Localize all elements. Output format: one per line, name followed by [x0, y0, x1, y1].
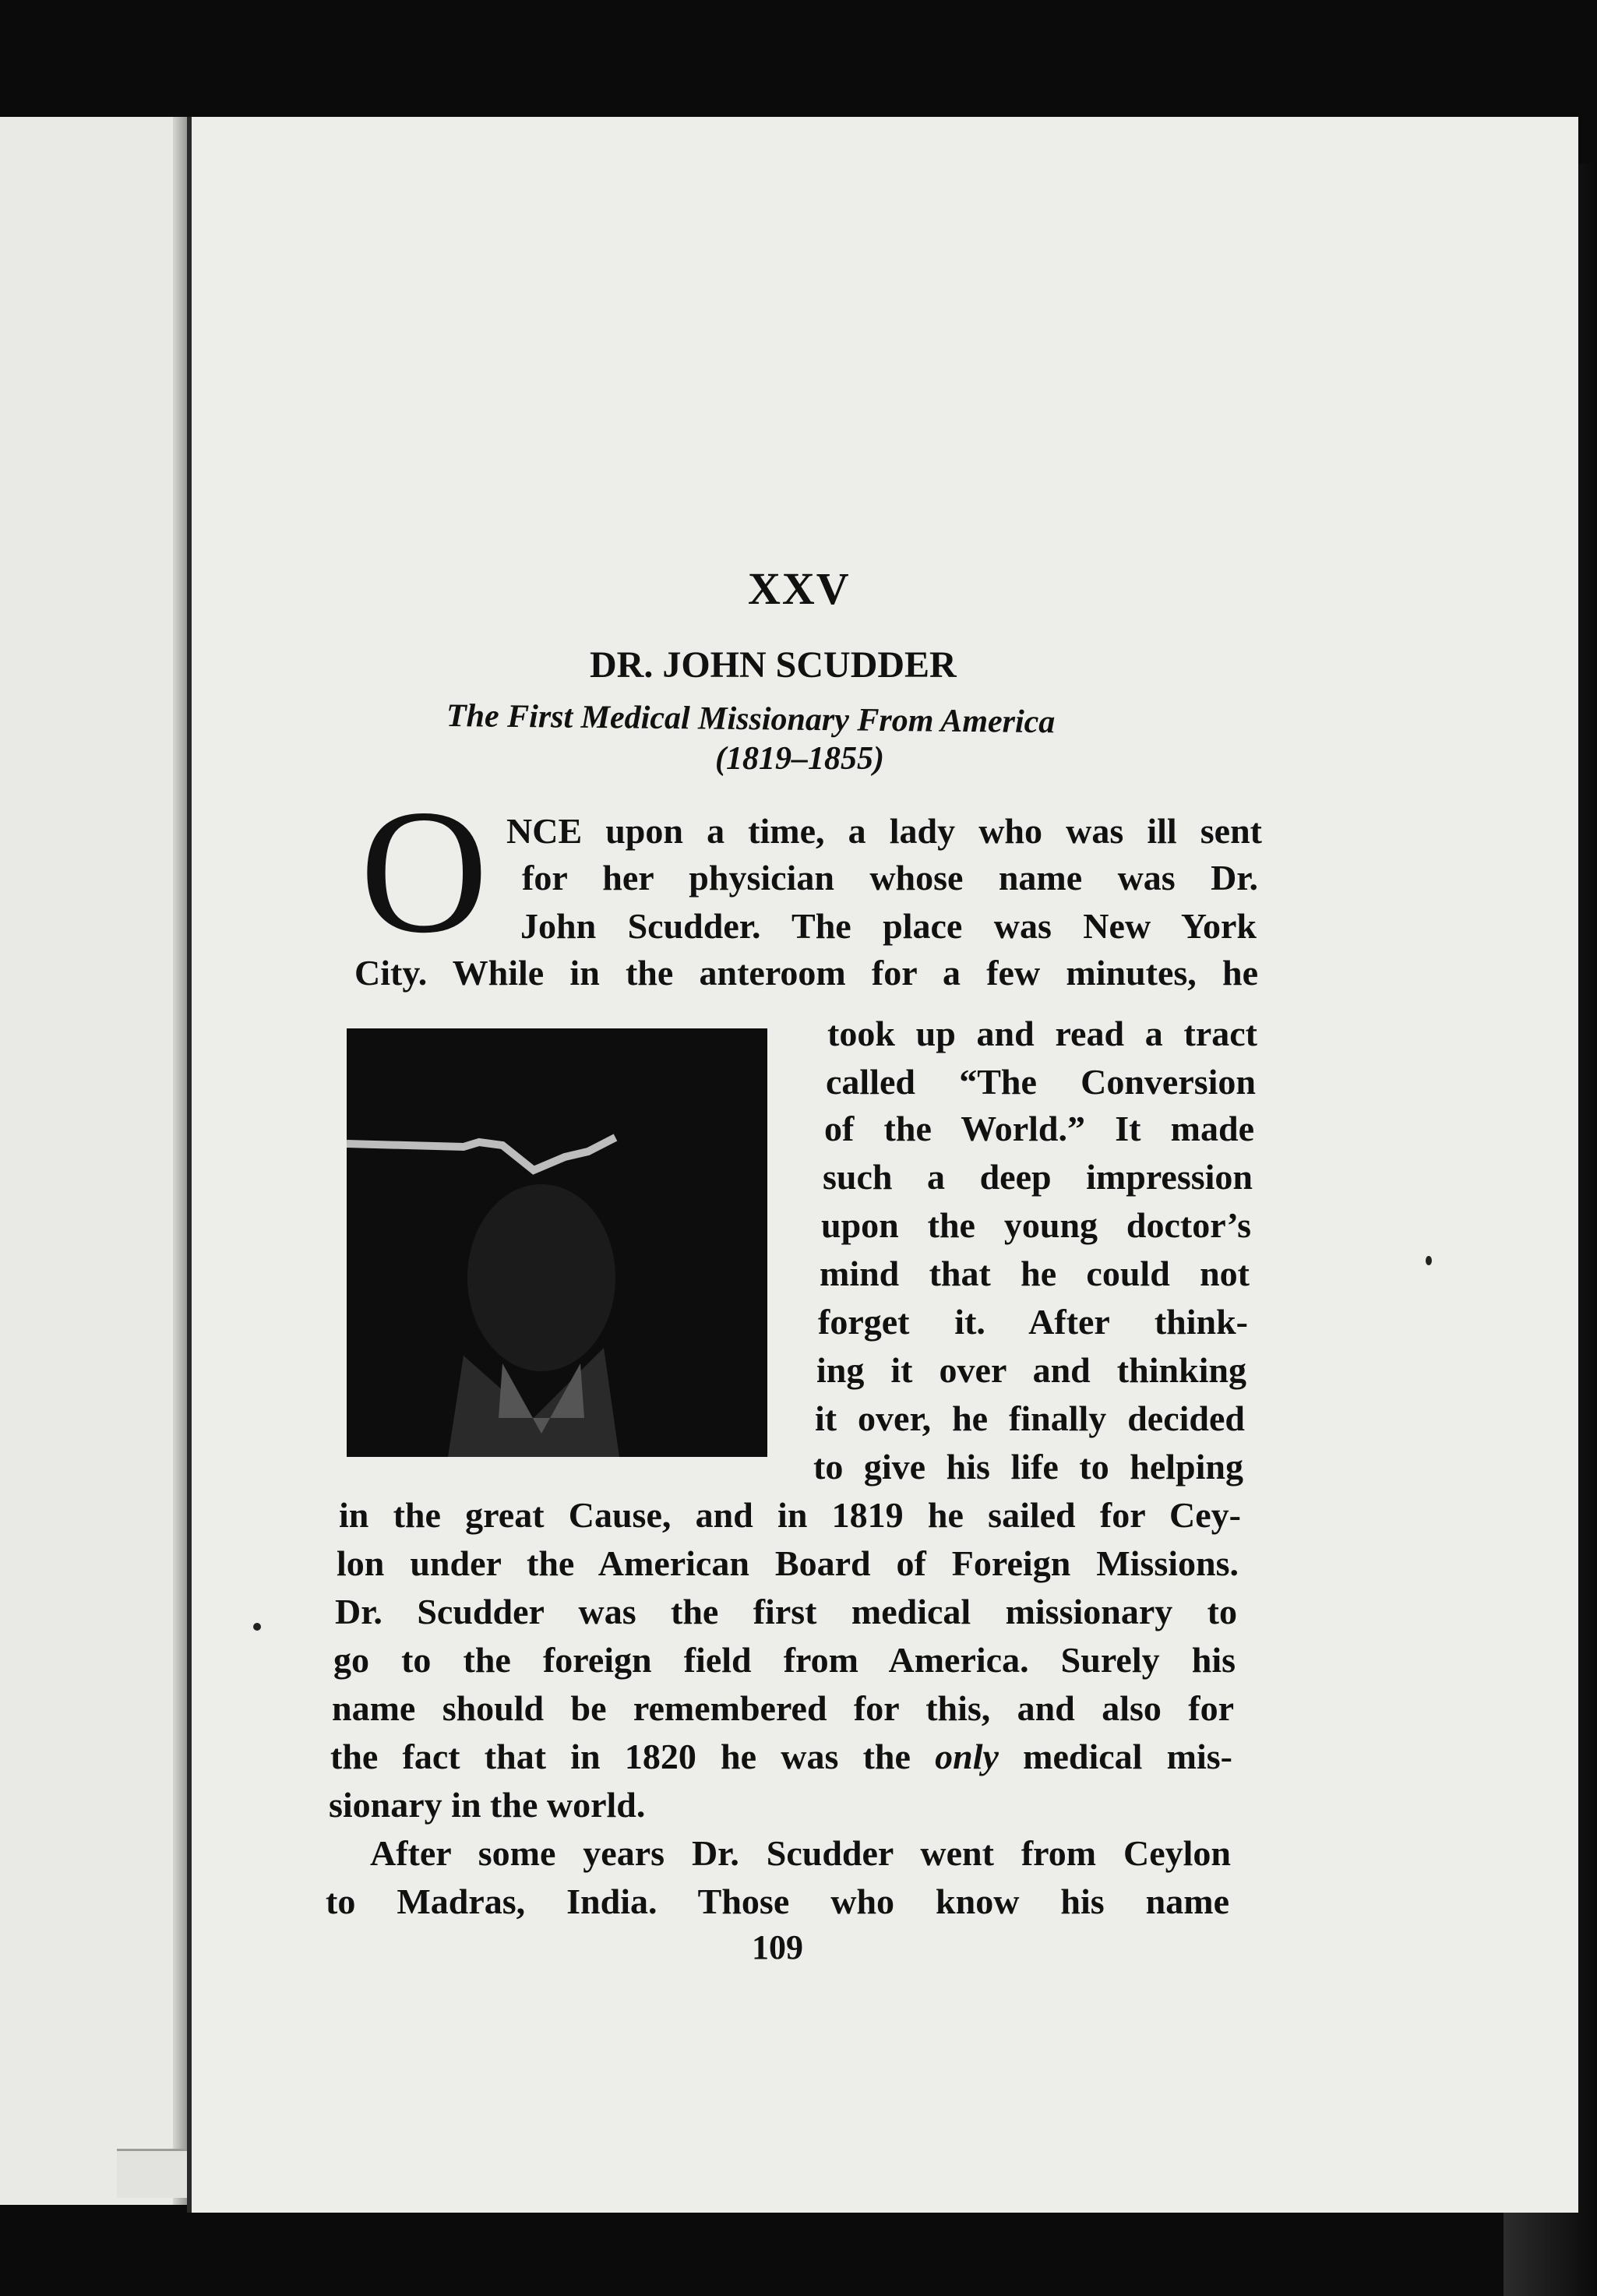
text-line: to give his life to helping — [813, 1447, 1243, 1487]
text-line: took up and read a tract — [827, 1014, 1257, 1053]
speck — [253, 1623, 261, 1631]
portrait-photo — [347, 1028, 767, 1457]
text-line: sionary in the world. — [329, 1785, 646, 1825]
chapter-title: DR. JOHN SCUDDER — [590, 644, 957, 686]
text-line: upon the young doctor’s — [821, 1205, 1251, 1245]
emphasis: only — [935, 1737, 999, 1776]
text-line: for her physician whose name was Dr. — [522, 858, 1258, 898]
text-line: mind that he could not — [820, 1254, 1250, 1293]
text-line: Dr. Scudder was the first medical missionary to — [335, 1592, 1237, 1631]
drop-cap: O — [360, 774, 488, 970]
chapter-subtitle: The First Medical Missionary From America — [446, 698, 1056, 741]
portrait-figure — [347, 1028, 767, 1457]
text-line: of the World.” It made — [824, 1109, 1254, 1148]
text-line: City. While in the anteroom for a few minutes, he — [354, 953, 1258, 993]
facing-page — [0, 117, 187, 2205]
text-line: John Scudder. The place was New York — [520, 906, 1257, 946]
text-line: name should be remembered for this, and also for — [332, 1688, 1234, 1728]
chapter-number: XXV — [748, 563, 851, 614]
text-line: in the great Cause, and in 1819 he sailed for Cey- — [339, 1495, 1241, 1535]
gutter-shadow — [173, 117, 187, 2205]
text-line: NCE upon a time, a lady who was ill sent — [506, 811, 1262, 851]
text-line: such a deep impression — [823, 1157, 1253, 1197]
chapter-dates: (1819–1855) — [715, 741, 884, 777]
page-number: 109 — [752, 1928, 803, 1966]
speck — [1426, 1256, 1432, 1265]
text-line: lon under the American Board of Foreign Missions. — [337, 1543, 1239, 1583]
text-line: forget it. After think- — [818, 1302, 1248, 1342]
text-line: go to the foreign field from America. Surely his — [333, 1640, 1236, 1680]
text-line: to Madras, India. Those who know his name — [326, 1882, 1229, 1921]
text-line: it over, he finally decided — [815, 1398, 1245, 1438]
text-line: ing it over and thinking — [816, 1350, 1246, 1390]
text-line: called “The Conversion — [826, 1062, 1256, 1102]
text-line: After some years Dr. Scudder went from Ceylon — [370, 1833, 1231, 1873]
text-line: the fact that in 1820 he was the only medical mis- — [330, 1737, 1232, 1776]
